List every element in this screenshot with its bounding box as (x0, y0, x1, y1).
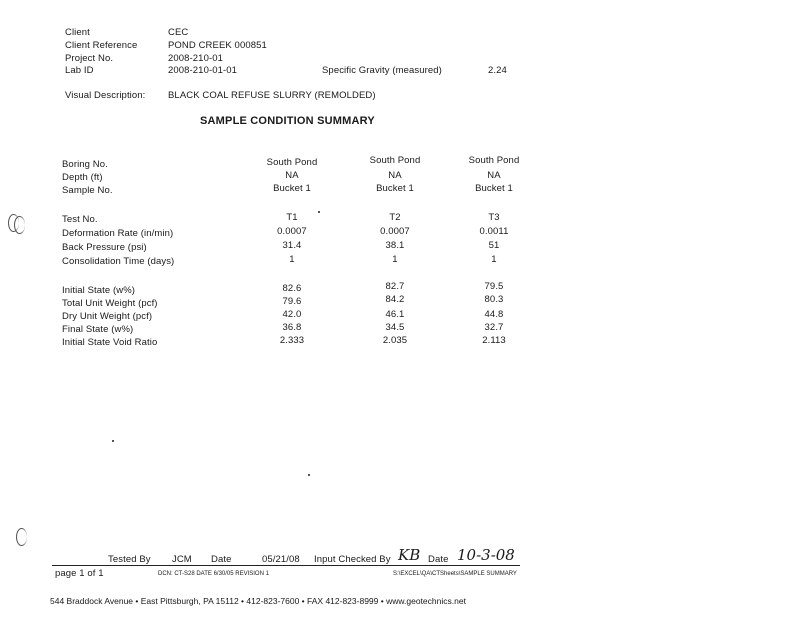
cell-sample-1: Bucket 1 (273, 183, 311, 194)
cell-total-unit-weight-2: 84.2 (385, 294, 405, 305)
cell-back-pressure-3: 51 (488, 240, 500, 251)
cell-void-ratio-1: 2.333 (279, 335, 305, 346)
row-label-consolidation: Consolidation Time (days) (62, 256, 175, 267)
row-label-test: Test No. (62, 214, 98, 225)
cell-test-3: T3 (488, 212, 500, 223)
tested-date-label: Date (211, 554, 232, 565)
cell-final-state-2: 34.5 (385, 322, 405, 333)
row-label-void-ratio: Initial State Void Ratio (62, 337, 158, 348)
project-label: Project No. (65, 53, 114, 64)
cell-void-ratio-3: 2.113 (482, 335, 506, 346)
cell-boring-3: South Pond (468, 155, 520, 166)
row-label-back-pressure: Back Pressure (psi) (62, 242, 147, 253)
cell-consolidation-1: 1 (289, 254, 295, 265)
cell-sample-2: Bucket 1 (376, 183, 414, 194)
page-number: page 1 of 1 (55, 568, 104, 579)
cell-back-pressure-2: 38.1 (385, 240, 405, 251)
cell-initial-state-3: 79.5 (484, 281, 504, 292)
cell-dry-unit-weight-1: 42.0 (282, 309, 302, 320)
tested-by-value: JCM (172, 554, 192, 565)
checked-by-initials: KB (398, 546, 421, 564)
client-ref-value: POND CREEK 000851 (168, 40, 267, 51)
lab-id-value: 2008-210-01-01 (168, 65, 238, 76)
company-address: 544 Braddock Avenue • East Pittsburgh, PA 15112 • 412-823-7600 • FAX 412-823-8999 • www.geotechnics.net (50, 596, 466, 606)
cell-dry-unit-weight-3: 44.8 (484, 309, 504, 320)
row-label-sample: Sample No. (62, 185, 113, 196)
cell-consolidation-3: 1 (491, 254, 497, 265)
cell-total-unit-weight-1: 79.6 (282, 296, 302, 307)
cell-depth-3: NA (487, 170, 501, 181)
row-label-rate: Deformation Rate (in/min) (62, 228, 174, 239)
cell-rate-1: 0.0007 (277, 226, 307, 237)
project-value: 2008-210-01 (168, 53, 223, 64)
punch-hole-mark (16, 528, 27, 546)
cell-initial-state-1: 82.6 (282, 283, 302, 294)
cell-boring-1: South Pond (266, 157, 318, 168)
cell-depth-2: NA (388, 170, 402, 181)
scan-speck (318, 211, 320, 213)
cell-consolidation-2: 1 (392, 254, 398, 265)
row-label-initial-state: Initial State (w%) (62, 285, 136, 296)
specific-gravity-value: 2.24 (488, 65, 507, 76)
tested-by-label: Tested By (108, 554, 151, 565)
client-value: CEC (168, 27, 189, 38)
row-label-final-state: Final State (w%) (62, 324, 134, 335)
row-label-total-unit-weight: Total Unit Weight (pcf) (62, 298, 158, 309)
cell-rate-3: 0.0011 (479, 226, 509, 237)
cell-dry-unit-weight-2: 46.1 (385, 309, 405, 320)
file-path: S:\EXCEL\QA\CTSheets\SAMPLE SUMMARY (393, 571, 517, 577)
cell-final-state-1: 36.8 (282, 322, 302, 333)
row-label-boring: Boring No. (62, 159, 108, 170)
cell-initial-state-2: 82.7 (385, 281, 405, 292)
row-label-depth: Depth (ft) (62, 172, 103, 183)
client-label: Client (65, 27, 90, 38)
checked-date-value: 10-3-08 (457, 546, 515, 564)
cell-depth-1: NA (285, 170, 299, 181)
scan-speck (112, 440, 114, 442)
document-code: DCN: CT-S28 DATE 6/30/05 REVISION 1 (158, 571, 269, 577)
cell-test-1: T1 (286, 212, 298, 223)
specific-gravity-label: Specific Gravity (measured) (322, 65, 442, 76)
checked-by-label: Input Checked By (314, 554, 391, 565)
cell-test-2: T2 (389, 212, 401, 223)
cell-total-unit-weight-3: 80.3 (484, 294, 504, 305)
punch-hole-mark (14, 216, 25, 234)
cell-sample-3: Bucket 1 (475, 183, 513, 194)
lab-id-label: Lab ID (65, 65, 94, 76)
row-label-dry-unit-weight: Dry Unit Weight (pcf) (62, 311, 153, 322)
cell-rate-2: 0.0007 (380, 226, 410, 237)
footer-divider (52, 565, 520, 566)
cell-final-state-3: 32.7 (484, 322, 504, 333)
cell-boring-2: South Pond (369, 155, 421, 166)
visual-description-label: Visual Description: (65, 90, 146, 101)
client-ref-label: Client Reference (65, 40, 138, 51)
scan-speck (308, 474, 310, 476)
visual-description-value: BLACK COAL REFUSE SLURRY (REMOLDED) (168, 90, 376, 101)
cell-back-pressure-1: 31.4 (282, 240, 302, 251)
cell-void-ratio-2: 2.035 (382, 335, 408, 346)
tested-date-value: 05/21/08 (262, 554, 300, 565)
checked-date-label: Date (428, 554, 449, 565)
page-title: SAMPLE CONDITION SUMMARY (200, 115, 375, 127)
